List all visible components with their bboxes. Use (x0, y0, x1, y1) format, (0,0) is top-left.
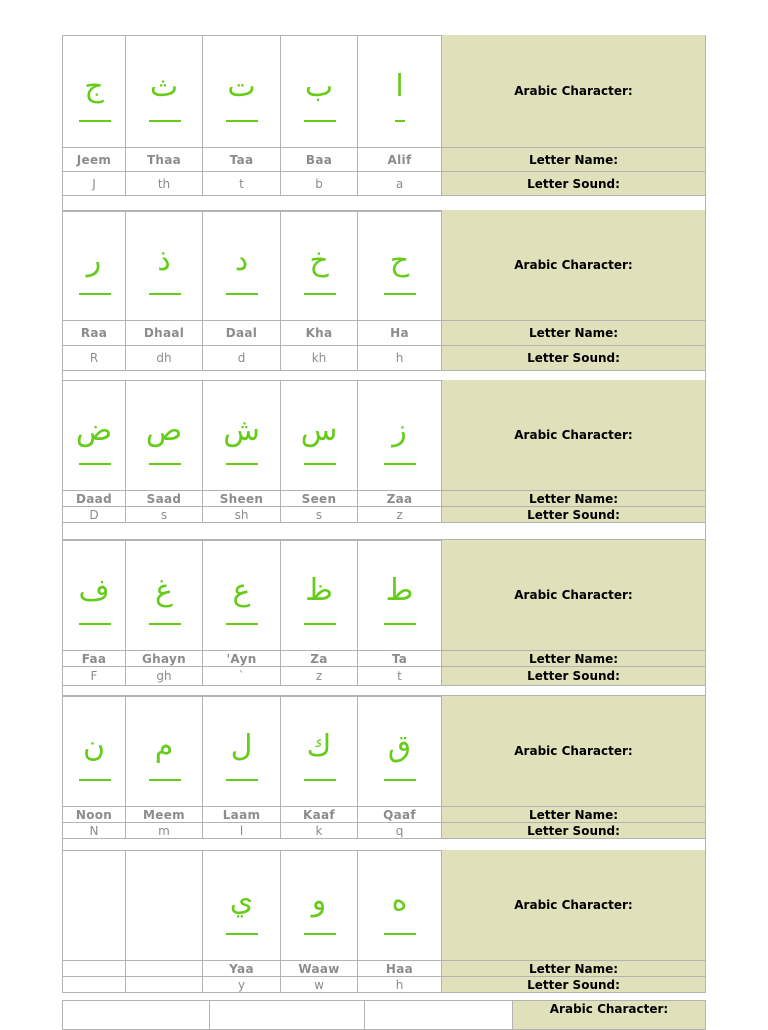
arabic-letter: ي (229, 883, 254, 918)
letter-name: Raa (80, 326, 108, 340)
letter-sound: sh (234, 507, 249, 522)
arabic-letter: ف (78, 573, 110, 608)
arabic-letter: ظ (305, 573, 333, 608)
letter-name: Thaa (146, 152, 182, 167)
letter-underline (226, 933, 258, 935)
letter-name-label: Letter Name: (528, 807, 619, 822)
letter-char-cell (281, 35, 358, 148)
letter-char-cell (126, 210, 203, 321)
letter-char-cell (126, 696, 203, 807)
letter-name-cell (203, 321, 281, 346)
letter-sound-cell (281, 977, 358, 993)
letter-name-label: Letter Name: (528, 651, 619, 666)
letter-char-cell (126, 380, 203, 491)
letter-char-cell (365, 1000, 513, 1030)
letter-name-label: Letter Name: (528, 326, 619, 340)
letter-sound-label: Letter Sound: (527, 507, 620, 522)
arabic-letter: ر (86, 243, 102, 278)
letter-name-cell (126, 651, 203, 667)
arabic-letter: ه (391, 883, 408, 918)
letter-underline (304, 463, 336, 465)
letter-name: Qaaf (383, 807, 416, 822)
arabic-letter: غ (155, 573, 173, 608)
letter-name: Alif (387, 152, 412, 167)
letter-sound-cell (62, 977, 126, 993)
letter-name-cell (358, 807, 442, 823)
letter-name: Laam (222, 807, 261, 822)
letter-sound: th (157, 176, 171, 191)
letter-name-cell (203, 807, 281, 823)
letter-char-cell (358, 380, 442, 491)
letter-char-cell (281, 540, 358, 651)
letter-name-cell (62, 321, 126, 346)
letter-name-cell (358, 651, 442, 667)
letter-name-cell (62, 961, 126, 977)
row-spacer (62, 686, 706, 696)
letter-underline (79, 623, 111, 625)
arabic-letter: ح (389, 243, 410, 278)
letter-name: Ghayn (142, 651, 186, 666)
letter-name-cell (126, 321, 203, 346)
letter-sound: t (239, 176, 244, 191)
letter-char-cell (358, 850, 442, 961)
letter-name: Daal (225, 326, 258, 340)
letter-sound: gh (156, 669, 172, 683)
letter-sound: kh (311, 351, 327, 365)
letter-char-cell (281, 210, 358, 321)
arabic-character-label-cell (513, 1000, 706, 1030)
letter-char-cell (62, 210, 126, 321)
letter-name-cell (203, 148, 281, 172)
arabic-character-label-cell (442, 380, 706, 491)
arabic-letter: ت (227, 69, 256, 104)
letter-underline (149, 623, 181, 625)
letter-name-label: Letter Name: (528, 491, 619, 506)
letter-name-cell (62, 651, 126, 667)
letter-sound-cell (62, 667, 126, 686)
letter-sound: D (89, 507, 99, 522)
letter-char-cell (62, 380, 126, 491)
arabic-character-label-cell (442, 210, 706, 321)
letter-underline (384, 779, 416, 781)
letter-char-cell (203, 696, 281, 807)
letter-sound-cell (203, 172, 281, 196)
letter-sound: k (315, 823, 323, 838)
letter-name-label-cell (442, 491, 706, 507)
letter-sound-cell (126, 977, 203, 993)
letter-name-label-cell (442, 651, 706, 667)
letter-name-cell (358, 321, 442, 346)
letter-sound: h (395, 351, 404, 365)
letter-sound-label-cell (442, 172, 706, 196)
letter-name: Zaa (386, 491, 413, 506)
letter-char-cell (62, 1000, 210, 1030)
letter-name: Baa (305, 152, 333, 167)
letter-char-cell (126, 35, 203, 148)
arabic-character-label-cell (442, 540, 706, 651)
arabic-character-label: Arabic Character: (514, 84, 633, 98)
letter-char-cell (210, 1000, 365, 1030)
letter-sound-label: Letter Sound: (527, 977, 620, 992)
letter-name-cell (203, 651, 281, 667)
letter-sound-label-cell (442, 823, 706, 839)
letter-name: Dhaal (143, 326, 185, 340)
letter-underline (384, 623, 416, 625)
letter-underline (384, 933, 416, 935)
arabic-letter: ا (395, 69, 404, 104)
letter-underline (149, 463, 181, 465)
arabic-character-label: Arabic Character: (514, 428, 633, 442)
letter-sound-cell (126, 667, 203, 686)
letter-name-cell (203, 961, 281, 977)
letter-name: Faa (81, 651, 107, 666)
letter-sound: w (314, 977, 324, 992)
letter-name: Noon (75, 807, 113, 822)
letter-name: Ha (390, 326, 409, 340)
letter-sound: N (89, 823, 99, 838)
letter-underline (304, 933, 336, 935)
letter-name-cell (358, 961, 442, 977)
letter-sound-cell (203, 346, 281, 371)
letter-char-cell (126, 540, 203, 651)
letter-name-label-cell (442, 807, 706, 823)
letter-name-cell (126, 961, 203, 977)
arabic-letter: س (300, 413, 338, 448)
letter-underline (226, 463, 258, 465)
letter-name-cell (281, 321, 358, 346)
letter-sound: t (397, 669, 402, 683)
letter-char-cell (203, 35, 281, 148)
letter-name: Daad (76, 491, 112, 506)
letter-name-cell (126, 807, 203, 823)
letter-name: Meem (143, 807, 185, 822)
letter-name-label-cell (442, 321, 706, 346)
letter-underline (149, 779, 181, 781)
letter-name: Kaaf (303, 807, 335, 822)
letter-sound-cell (358, 667, 442, 686)
letter-underline (226, 293, 258, 295)
letter-name-cell (62, 807, 126, 823)
letter-sound-cell (203, 507, 281, 523)
arabic-letter: د (234, 243, 249, 278)
letter-name-cell (126, 148, 203, 172)
row-spacer (62, 523, 706, 540)
letter-sound: F (90, 669, 98, 683)
letter-sound: ` (238, 669, 245, 683)
letter-sound-cell (281, 507, 358, 523)
letter-underline (384, 463, 416, 465)
arabic-letter: ط (385, 573, 414, 608)
letter-sound-cell (281, 667, 358, 686)
letter-char-cell (62, 696, 126, 807)
letter-char-cell (358, 696, 442, 807)
letter-sound-cell (281, 346, 358, 371)
letter-sound: z (315, 669, 323, 683)
letter-sound-label-cell (442, 346, 706, 371)
arabic-letter: م (154, 729, 174, 764)
letter-sound: q (395, 823, 404, 838)
letter-underline (384, 293, 416, 295)
letter-underline (304, 120, 336, 122)
letter-name-label: Letter Name: (528, 961, 619, 976)
letter-sound-label: Letter Sound: (527, 351, 620, 365)
letter-name: Saad (146, 491, 182, 506)
letter-sound-label-cell (442, 507, 706, 523)
arabic-character-label-cell (442, 696, 706, 807)
letter-name: Za (310, 651, 328, 666)
arabic-letter: ث (149, 69, 179, 104)
letter-name: Kha (305, 326, 333, 340)
letter-sound-cell (203, 823, 281, 839)
letter-char-cell (62, 540, 126, 651)
letter-sound: z (396, 507, 403, 522)
arabic-character-label-cell (442, 850, 706, 961)
arabic-letter: ش (223, 413, 260, 448)
letter-underline (79, 463, 111, 465)
letter-char-cell (126, 850, 203, 961)
letter-sound: R (89, 351, 99, 365)
letter-name-cell (126, 491, 203, 507)
letter-char-cell (62, 850, 126, 961)
arabic-character-label: Arabic Character: (514, 588, 633, 602)
letter-name: Taa (229, 152, 254, 167)
letter-underline (79, 293, 111, 295)
arabic-letter: و (311, 883, 327, 918)
letter-underline (304, 623, 336, 625)
letter-sound: d (237, 351, 246, 365)
letter-sound-label: Letter Sound: (527, 176, 620, 191)
letter-char-cell (203, 380, 281, 491)
letter-name: Jeem (76, 152, 112, 167)
letter-char-cell (358, 210, 442, 321)
letter-name: Sheen (219, 491, 264, 506)
letter-sound: h (395, 977, 404, 992)
letter-char-cell (203, 850, 281, 961)
letter-sound-cell (62, 507, 126, 523)
letter-sound: b (315, 176, 323, 191)
letter-underline (79, 120, 111, 122)
letter-name-cell (281, 961, 358, 977)
letter-underline (226, 120, 258, 122)
letter-sound: y (237, 977, 246, 992)
arabic-letter: ع (232, 573, 251, 608)
letter-sound-cell (281, 823, 358, 839)
letter-name-label-cell (442, 961, 706, 977)
letter-underline (304, 779, 336, 781)
letter-sound: a (395, 176, 404, 191)
letter-sound-cell (281, 172, 358, 196)
letter-underline (304, 293, 336, 295)
arabic-character-label-cell (442, 35, 706, 148)
letter-sound-cell (203, 667, 281, 686)
letter-underline (226, 779, 258, 781)
arabic-character-label: Arabic Character: (549, 1002, 669, 1016)
arabic-letter: ص (145, 413, 183, 448)
letter-underline (226, 623, 258, 625)
letter-char-cell (281, 696, 358, 807)
letter-name-cell (62, 148, 126, 172)
letter-sound: s (315, 507, 323, 522)
letter-char-cell (281, 850, 358, 961)
letter-char-cell (358, 540, 442, 651)
letter-char-cell (281, 380, 358, 491)
letter-sound-cell (126, 823, 203, 839)
arabic-letter: ن (82, 729, 106, 764)
letter-name: Haa (385, 961, 414, 976)
arabic-letter: ز (392, 413, 407, 448)
letter-name-label: Letter Name: (528, 152, 619, 167)
arabic-character-label: Arabic Character: (514, 898, 633, 912)
letter-sound: l (239, 823, 244, 838)
letter-name-cell (358, 148, 442, 172)
arabic-letter: ق (387, 729, 412, 764)
letter-name-cell (203, 491, 281, 507)
letter-sound-label: Letter Sound: (527, 669, 620, 683)
letter-underline (395, 120, 405, 122)
arabic-letter: ج (84, 69, 104, 104)
letter-name-cell (281, 148, 358, 172)
arabic-letter: ك (306, 729, 332, 764)
arabic-letter: ذ (157, 243, 171, 278)
letter-name-cell (62, 491, 126, 507)
letter-name-cell (358, 491, 442, 507)
letter-sound-cell (62, 172, 126, 196)
letter-name-cell (281, 491, 358, 507)
arabic-letter: خ (309, 243, 329, 278)
letter-char-cell (358, 35, 442, 148)
arabic-letter: ض (75, 413, 113, 448)
letter-name: Waaw (298, 961, 340, 976)
letter-sound: m (158, 823, 170, 838)
letter-name-cell (281, 651, 358, 667)
letter-sound-cell (126, 346, 203, 371)
letter-underline (149, 293, 181, 295)
letter-name-label-cell (442, 148, 706, 172)
letter-underline (79, 779, 111, 781)
letter-name: Yaa (229, 961, 254, 976)
letter-sound-cell (358, 823, 442, 839)
letter-char-cell (203, 540, 281, 651)
letter-name: 'Ayn (226, 651, 257, 666)
letter-sound-cell (203, 977, 281, 993)
arabic-character-label: Arabic Character: (514, 744, 633, 758)
letter-sound-cell (358, 977, 442, 993)
letter-sound-cell (126, 172, 203, 196)
letter-underline (149, 120, 181, 122)
letter-sound-cell (358, 172, 442, 196)
letter-sound-cell (62, 346, 126, 371)
arabic-letter: ل (230, 729, 253, 764)
letter-char-cell (203, 210, 281, 321)
letter-sound-label-cell (442, 977, 706, 993)
letter-sound-label: Letter Sound: (527, 823, 620, 838)
letter-sound-cell (126, 507, 203, 523)
letter-sound: dh (156, 351, 172, 365)
letter-name: Ta (391, 651, 408, 666)
letter-sound: s (160, 507, 168, 522)
letter-sound: J (92, 176, 96, 191)
letter-sound-cell (358, 346, 442, 371)
letter-sound-cell (62, 823, 126, 839)
arabic-character-label: Arabic Character: (514, 258, 633, 272)
letter-sound-cell (358, 507, 442, 523)
letter-name-cell (281, 807, 358, 823)
arabic-letter: ب (304, 69, 334, 104)
letter-char-cell (62, 35, 126, 148)
letter-sound-label-cell (442, 667, 706, 686)
letter-name: Seen (301, 491, 337, 506)
